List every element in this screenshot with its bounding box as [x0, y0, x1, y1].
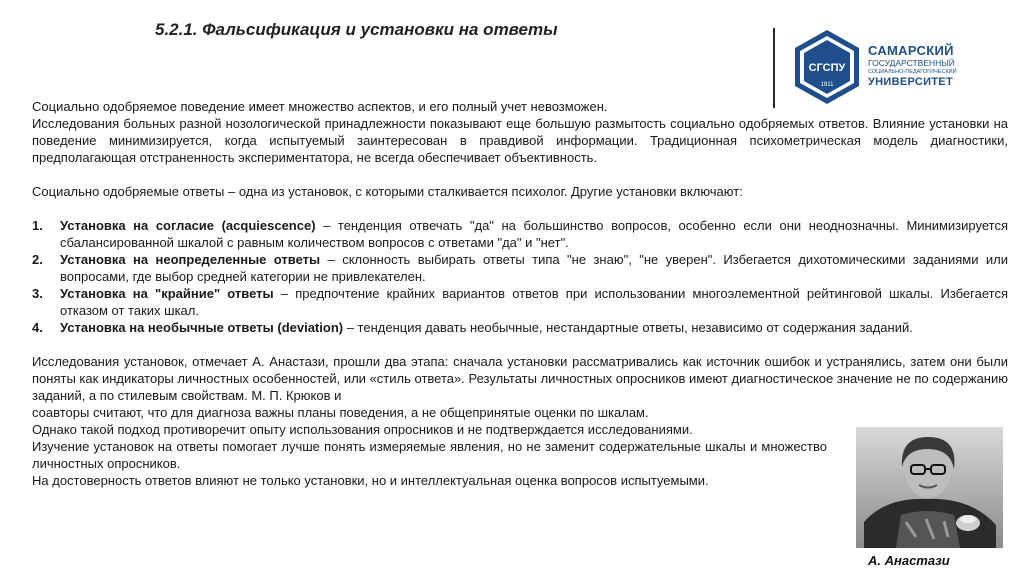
university-name-line4: УНИВЕРСИТЕТ: [868, 76, 953, 88]
university-name: [868, 44, 957, 88]
intro-paragraph-3: Социально одобряемые ответы – одна из установок, с которыми сталкивается психолог. Другие установки включают:: [32, 184, 743, 199]
page-title: 5.2.1. Фальсификация и установки на ответы: [155, 20, 558, 39]
list-item-text: – тенденция отвечать "да" на большинство вопросов, особенно если они неоднозначны. Минимизируется сбалансированной шкалой с равным количеством вопросов с ответами "да" и "нет".: [60, 218, 1008, 250]
divider-line: [773, 28, 775, 108]
list-item-text: – тенденция давать необычные, нестандартные ответы, независимо от содержания заданий.: [343, 320, 913, 335]
portrait-photo: [856, 427, 1003, 548]
list-item-term: Установка на "крайние" ответы: [60, 286, 274, 301]
photo-caption: А. Анастази: [868, 553, 950, 568]
list-item: [32, 285, 1008, 319]
logo-abbr: СГСПУ: [808, 62, 846, 74]
response-set-list: [32, 217, 1008, 336]
list-item-number: 3.: [32, 286, 43, 301]
university-name-line3: СОЦИАЛЬНО-ПЕДАГОГИЧЕСКИЙ: [868, 68, 957, 75]
list-item-number: 1.: [32, 218, 43, 233]
list-item-term: Установка на необычные ответы (deviation): [60, 320, 344, 335]
list-item-number: 2.: [32, 252, 43, 267]
research-paragraph-2: соавторы считают, что для диагноза важны планы поведения, а не общепринятые оценки по шкалам.: [32, 405, 649, 420]
research-paragraph-4: Изучение установок на ответы помогает лучше понять измеряемые явления, но не заменит содержательные шкалы и множество личностных опросников.: [32, 439, 827, 471]
research-paragraph-1: Исследования установок, отмечает А. Анастази, прошли два этапа: сначала установки рассматривались как источник ошибок и устранялись, затем они были поняты как индикаторы личностных особенностей, или «стиль ответа». Результаты личностных опросников имеют диагностическое значение не по содержанию заданий, а по стилевым свойствам. М. П. Крюков и: [32, 354, 1008, 403]
list-item: [32, 217, 1008, 251]
research-paragraph-5: На достоверность ответов влияют не только установки, но и интеллектуальная оценка вопросов испытуемыми.: [32, 473, 709, 488]
university-name-line2: ГОСУДАРСТВЕННЫЙ: [868, 58, 955, 68]
list-item-text: – предпочтение крайних вариантов ответов при использовании многоэлементной рейтинговой шкалы. Избегается отказом от таких шкал.: [60, 286, 1008, 318]
list-item: [32, 319, 1008, 336]
intro-paragraph-1: Социально одобряемое поведение имеет множество аспектов, и его полный учет невозможен.: [32, 99, 608, 114]
university-name-line1: САМАРСКИЙ: [868, 43, 954, 58]
logo-year: 1911: [820, 82, 834, 88]
list-item-term: Установка на согласие (acquiescence): [60, 218, 316, 233]
research-paragraph-3: Однако такой подход противоречит опыту использования опросников и не подтверждается исследованиями.: [32, 422, 693, 437]
list-item: [32, 251, 1008, 285]
intro-paragraph-2: Исследования больных разной нозологической принадлежности показывают еще большую размытость социально одобряемых ответов. Влияние установки на поведение минимизируется, когда испытуемый заинтересован в правдивой информации. Традиционная психометрическая модель диагностики, предполагающая отстраненность экспериментатора, не всегда обеспечивает объективность.: [32, 116, 1008, 165]
list-item-term: Установка на неопределенные ответы: [60, 252, 321, 267]
list-item-text: – склонность выбирать ответы типа "не знаю", "не уверен". Избегается дихотомическими заданиями или вопросами, где выбор средней категории не привлекателен.: [60, 252, 1008, 284]
list-item-number: 4.: [32, 320, 43, 335]
